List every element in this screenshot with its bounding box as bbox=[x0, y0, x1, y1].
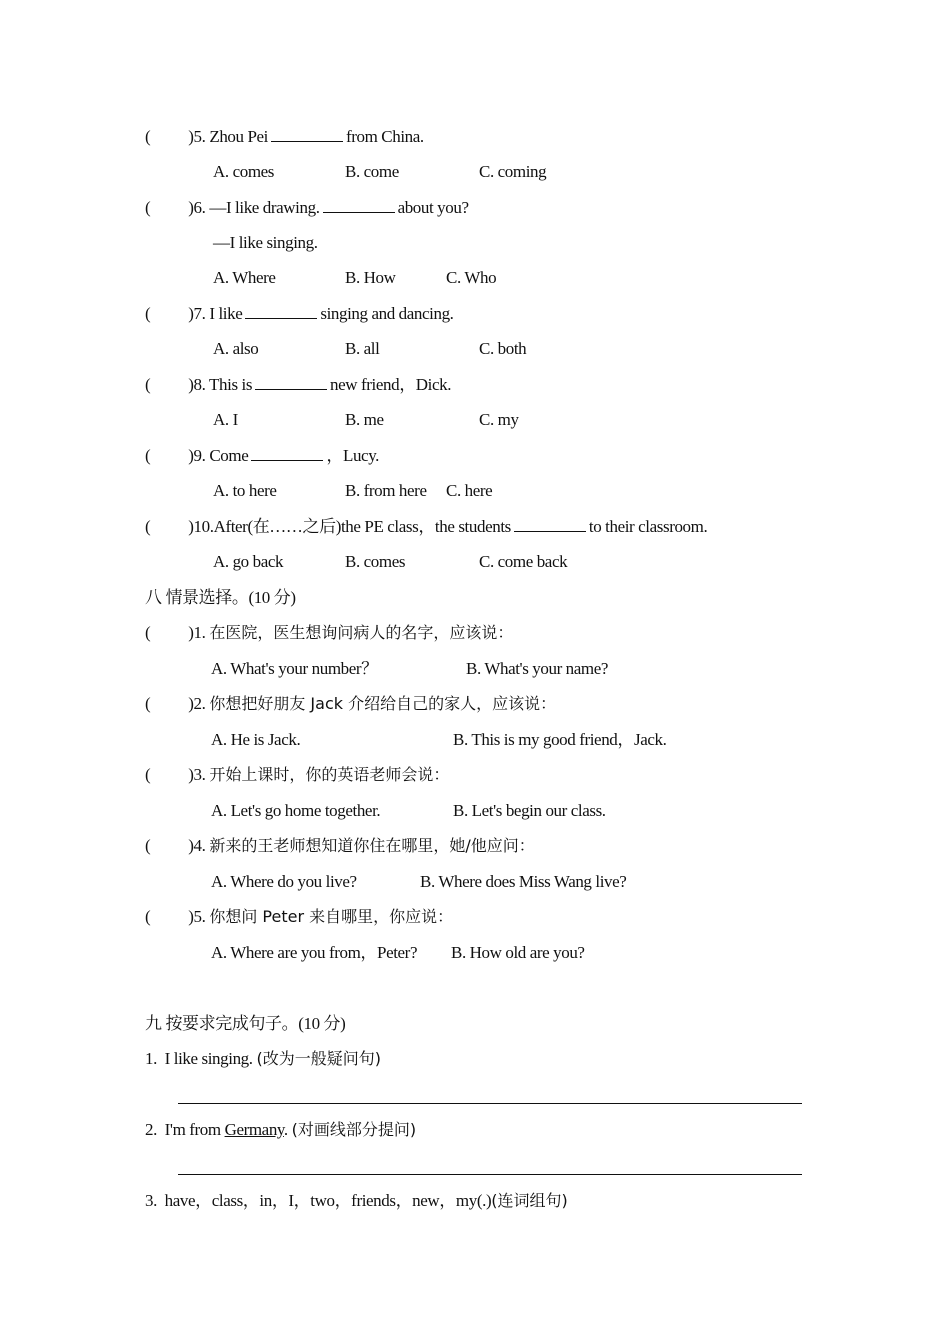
option-b[interactable]: B. come bbox=[345, 162, 399, 181]
question-8-1 bbox=[145, 622, 513, 644]
question-text: Come bbox=[209, 446, 249, 465]
answer-bracket[interactable]: ( bbox=[145, 375, 151, 394]
question-number: )7. bbox=[188, 304, 206, 323]
question-number: )3. bbox=[188, 765, 206, 784]
question-number: )5. bbox=[188, 127, 206, 146]
answer-bracket[interactable]: ( bbox=[145, 765, 151, 784]
question-7-7 bbox=[145, 303, 454, 325]
question-text: to their classroom. bbox=[588, 517, 708, 536]
question-text: Zhou Pei bbox=[209, 127, 269, 146]
option-b[interactable]: B. Where does Miss Wang live? bbox=[420, 872, 627, 891]
underlined-word: Germany bbox=[224, 1120, 284, 1139]
fill-blank[interactable] bbox=[255, 375, 327, 390]
question-7-9 bbox=[145, 445, 379, 467]
fill-blank[interactable] bbox=[271, 127, 343, 142]
instruction-note: (连词组句) bbox=[491, 1191, 568, 1210]
answer-bracket[interactable]: ( bbox=[145, 446, 151, 465]
question-text: 新来的王老师想知道你住在哪里，她/他应问： bbox=[209, 836, 535, 855]
answer-bracket[interactable]: ( bbox=[145, 304, 151, 323]
question-text: have，class，in，I，two，friends，new，my(.) bbox=[164, 1191, 492, 1210]
section-8-title: 八 情景选择。(10 分) bbox=[145, 588, 296, 607]
question-text: from China. bbox=[346, 127, 424, 146]
question-text: —I like drawing. bbox=[209, 198, 320, 217]
answer-bracket[interactable]: ( bbox=[145, 517, 151, 536]
option-b[interactable]: B. How bbox=[345, 268, 396, 287]
option-b[interactable]: B. What's your name? bbox=[466, 659, 609, 678]
option-a[interactable]: A. to here bbox=[213, 481, 277, 500]
question-text: I'm from bbox=[164, 1120, 221, 1139]
question-number: )2. bbox=[188, 694, 206, 713]
question-8-4 bbox=[145, 835, 535, 857]
question-text: 你想问 Peter 来自哪里，你应说： bbox=[209, 907, 454, 926]
question-9-3 bbox=[145, 1190, 568, 1212]
question-7-6 bbox=[145, 197, 469, 219]
question-7-5 bbox=[145, 126, 424, 148]
question-text: 你想把好朋友 Jack 介绍给自己的家人，应该说： bbox=[209, 694, 557, 713]
section-9-title: 九 按要求完成句子。(10 分) bbox=[145, 1014, 346, 1033]
question-text: 在医院，医生想询问病人的名字，应该说： bbox=[209, 623, 514, 642]
question-text: I like bbox=[209, 304, 243, 323]
option-b[interactable]: B. This is my good friend，Jack. bbox=[453, 730, 667, 749]
option-c[interactable]: C. Who bbox=[446, 268, 497, 287]
option-a[interactable]: A. Where bbox=[213, 268, 276, 287]
question-8-5 bbox=[145, 906, 453, 928]
option-b[interactable]: B. comes bbox=[345, 552, 406, 571]
question-number: )9. bbox=[188, 446, 206, 465]
fill-blank[interactable] bbox=[251, 446, 323, 461]
option-a[interactable]: A. comes bbox=[213, 162, 275, 181]
question-9-1 bbox=[145, 1048, 381, 1070]
question-number: 3. bbox=[145, 1191, 157, 1210]
option-a[interactable]: A. go back bbox=[213, 552, 284, 571]
answer-bracket[interactable]: ( bbox=[145, 127, 151, 146]
question-8-2 bbox=[145, 693, 556, 715]
question-number: 1. bbox=[145, 1049, 157, 1068]
option-c[interactable]: C. come back bbox=[479, 552, 568, 571]
dialogue-reply: —I like singing. bbox=[213, 233, 318, 252]
question-number: )5. bbox=[188, 907, 206, 926]
option-a[interactable]: A. Where do you live? bbox=[211, 872, 357, 891]
question-9-2 bbox=[145, 1119, 416, 1141]
answer-line-2[interactable] bbox=[178, 1174, 802, 1175]
option-c[interactable]: C. both bbox=[479, 339, 527, 358]
option-c[interactable]: C. my bbox=[479, 410, 519, 429]
question-text: about you? bbox=[397, 198, 469, 217]
question-number: )1. bbox=[188, 623, 206, 642]
question-text: After(在……之后)the PE class，the students bbox=[213, 517, 511, 536]
question-text: . bbox=[283, 1120, 288, 1139]
option-c[interactable]: C. here bbox=[446, 481, 493, 500]
question-number: 2. bbox=[145, 1120, 157, 1139]
question-text: This is bbox=[209, 375, 253, 394]
answer-bracket[interactable]: ( bbox=[145, 198, 151, 217]
question-text: I like singing. bbox=[164, 1049, 253, 1068]
option-a[interactable]: A. also bbox=[213, 339, 259, 358]
question-text: new friend，Dick. bbox=[330, 375, 452, 394]
instruction-note: (对画线部分提问) bbox=[291, 1120, 417, 1139]
question-number: )10. bbox=[188, 517, 214, 536]
answer-bracket[interactable]: ( bbox=[145, 623, 151, 642]
question-number: )6. bbox=[188, 198, 206, 217]
question-text: 开始上课时，你的英语老师会说： bbox=[209, 765, 450, 784]
option-a[interactable]: A. Where are you from，Peter? bbox=[211, 943, 418, 962]
answer-bracket[interactable]: ( bbox=[145, 694, 151, 713]
answer-line-1[interactable] bbox=[178, 1103, 802, 1104]
option-a[interactable]: A. He is Jack. bbox=[211, 730, 301, 749]
answer-bracket[interactable]: ( bbox=[145, 907, 151, 926]
question-7-8 bbox=[145, 374, 451, 396]
question-number: )8. bbox=[188, 375, 206, 394]
fill-blank[interactable] bbox=[323, 198, 395, 213]
question-7-10 bbox=[145, 516, 707, 538]
option-a[interactable]: A. What's your number？ bbox=[211, 659, 378, 678]
option-b[interactable]: B. Let's begin our class. bbox=[453, 801, 606, 820]
option-a[interactable]: A. Let's go home together. bbox=[211, 801, 381, 820]
option-a[interactable]: A. I bbox=[213, 410, 238, 429]
question-number: )4. bbox=[188, 836, 206, 855]
option-b[interactable]: B. all bbox=[345, 339, 380, 358]
question-text: ，Lucy. bbox=[326, 446, 380, 465]
fill-blank[interactable] bbox=[245, 304, 317, 319]
option-b[interactable]: B. How old are you? bbox=[451, 943, 585, 962]
question-8-3 bbox=[145, 764, 449, 786]
instruction-note: (改为一般疑问句) bbox=[256, 1049, 381, 1068]
question-text: singing and dancing. bbox=[320, 304, 454, 323]
option-b[interactable]: B. from here bbox=[345, 481, 427, 500]
answer-bracket[interactable]: ( bbox=[145, 836, 151, 855]
option-c[interactable]: C. coming bbox=[479, 162, 547, 181]
option-b[interactable]: B. me bbox=[345, 410, 384, 429]
fill-blank[interactable] bbox=[514, 517, 586, 532]
